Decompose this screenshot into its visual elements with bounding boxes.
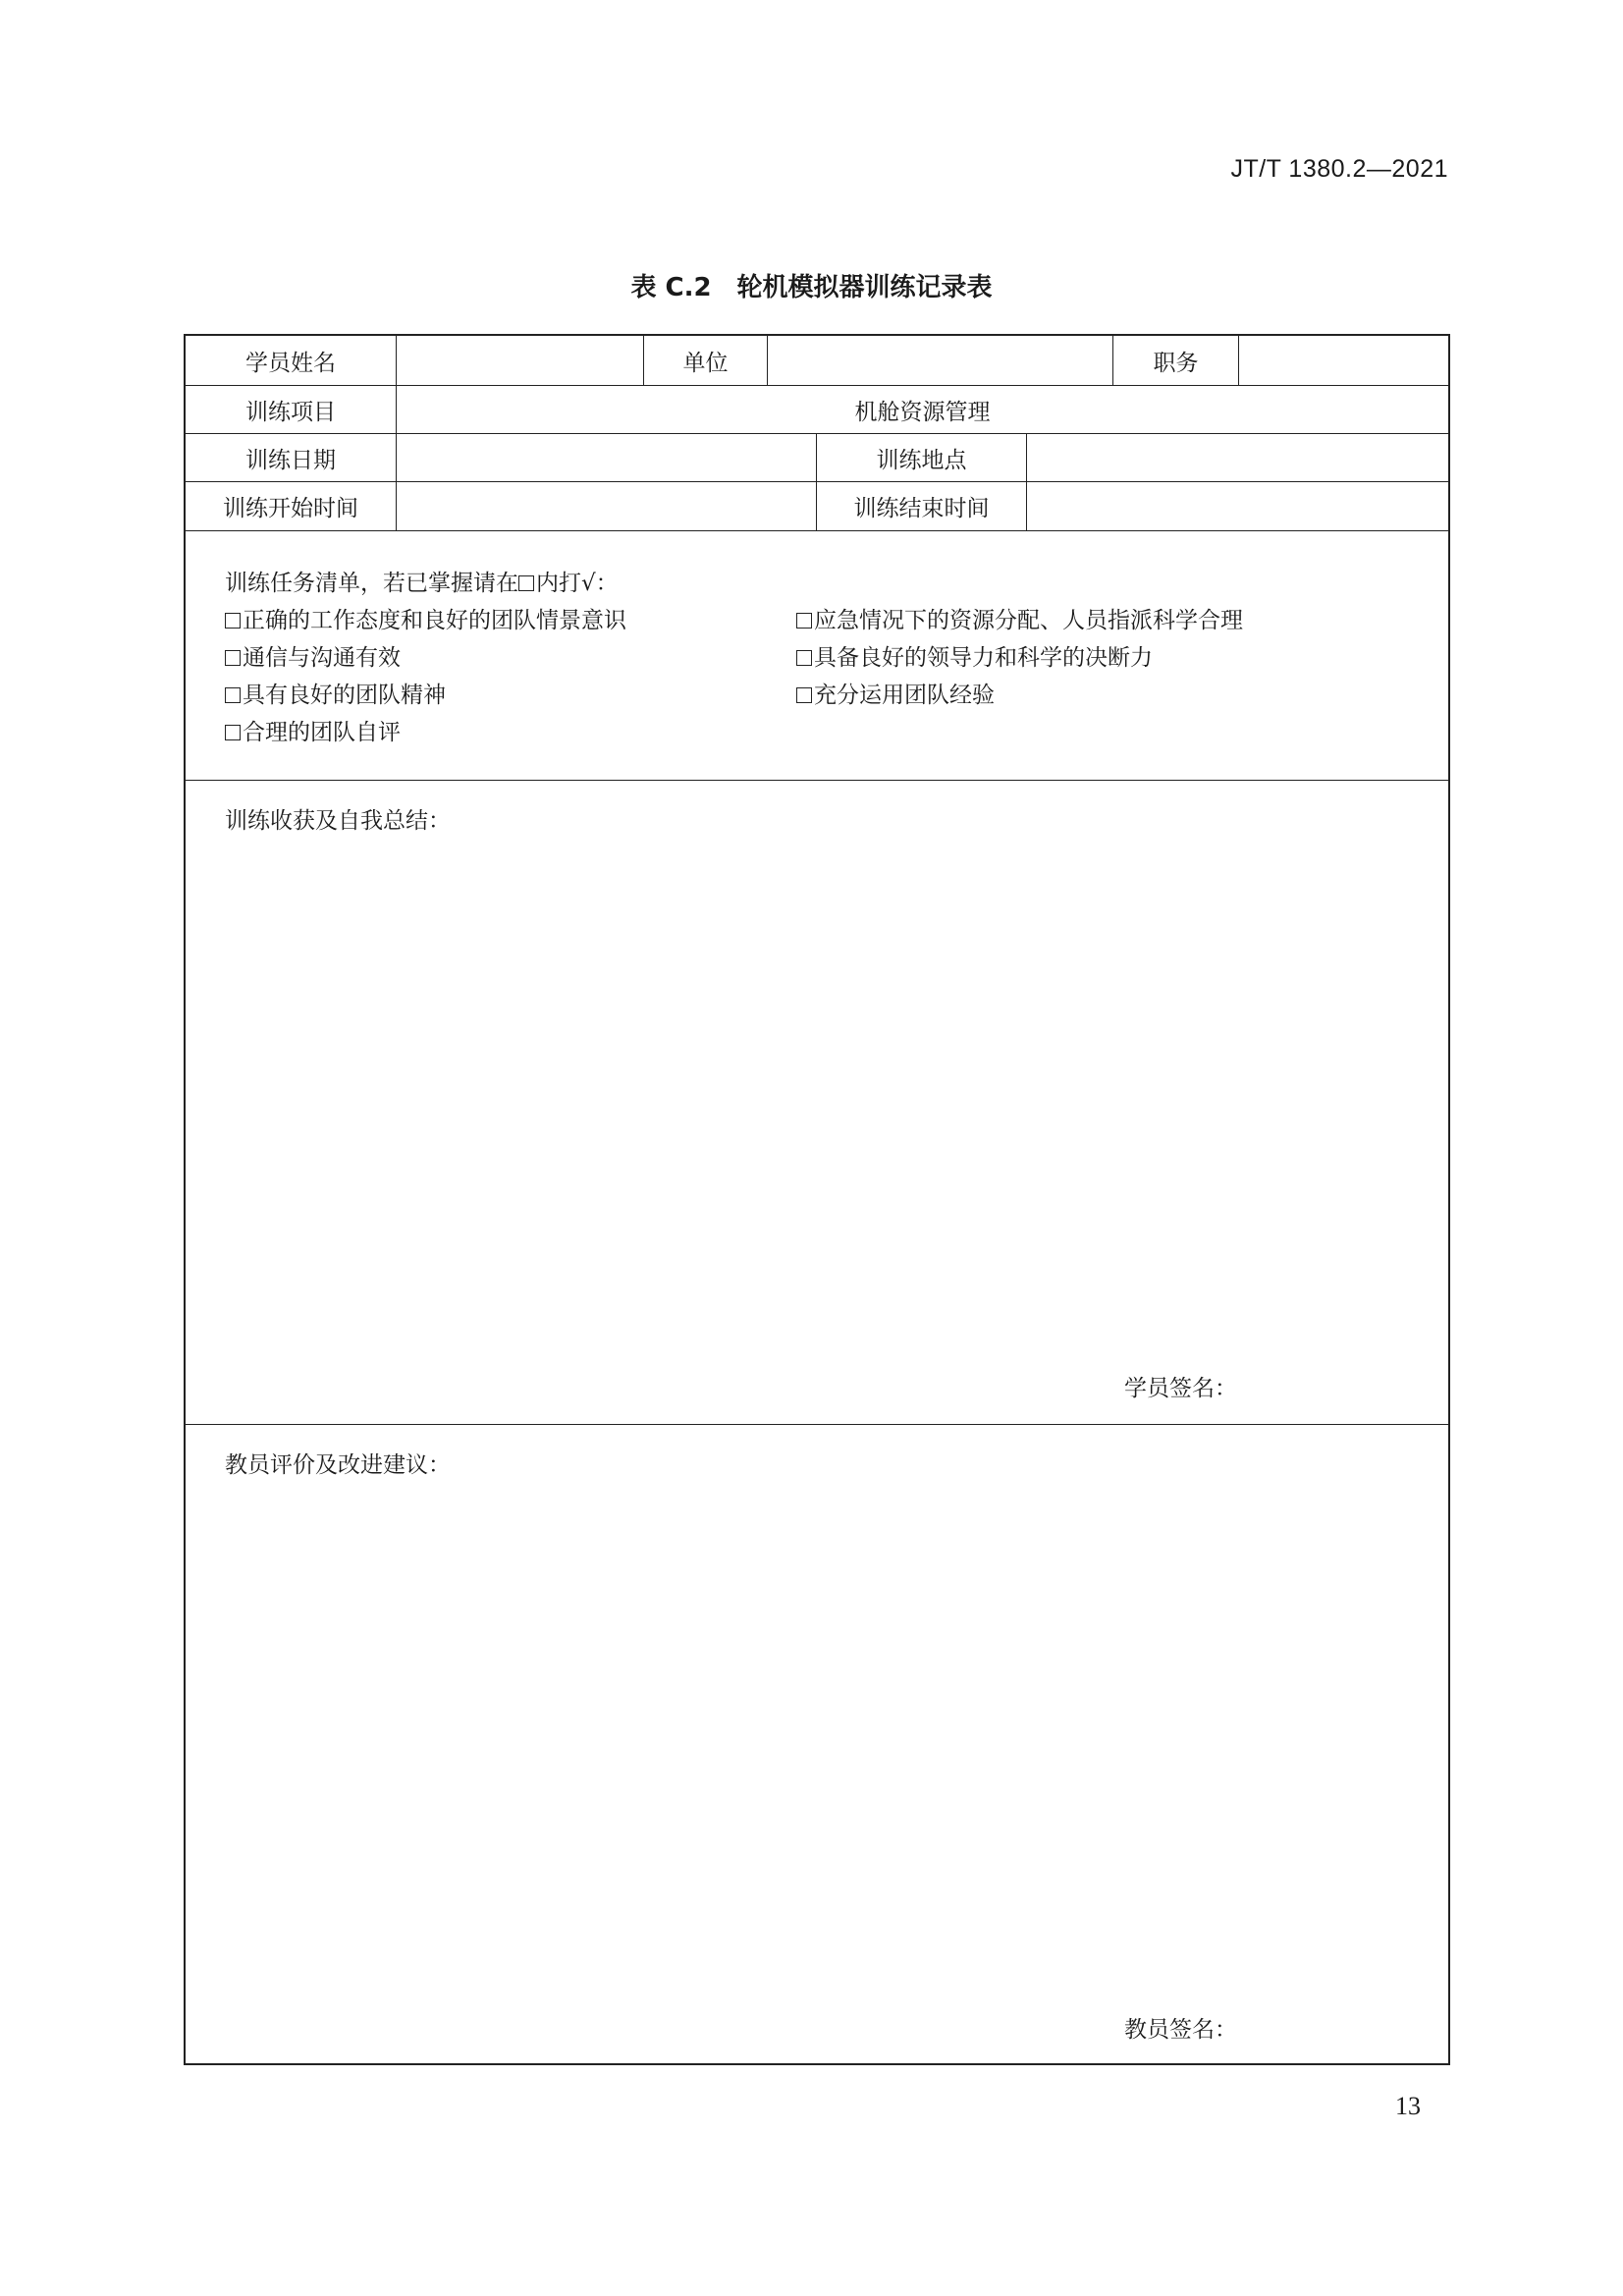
checkbox-icon[interactable] bbox=[225, 687, 241, 703]
checkbox-icon bbox=[518, 575, 534, 591]
form-row-basic-info bbox=[186, 336, 1448, 386]
form-row-times bbox=[186, 482, 1448, 531]
task-checklist-heading bbox=[225, 565, 619, 597]
self-summary-section[interactable] bbox=[186, 781, 1448, 1425]
task-item-label: 通信与沟通有效 bbox=[243, 645, 401, 671]
checkbox-icon[interactable] bbox=[225, 650, 241, 666]
table-title: 表 C.2 轮机模拟器训练记录表 bbox=[630, 273, 993, 302]
student-name-label: 学员姓名 bbox=[186, 336, 397, 385]
task-heading-text: 训练任务清单，若已掌握请在 bbox=[225, 571, 518, 596]
checkbox-icon[interactable] bbox=[225, 613, 241, 629]
instructor-signature-label: 教员签名： bbox=[1124, 2017, 1237, 2043]
task-item[interactable] bbox=[225, 714, 401, 746]
task-item[interactable] bbox=[225, 677, 446, 709]
task-item[interactable] bbox=[796, 639, 1153, 672]
form-row-date-location bbox=[186, 434, 1448, 482]
task-item-label: 应急情况下的资源分配、人员指派科学合理 bbox=[814, 608, 1243, 633]
instructor-evaluation-label: 教员评价及改进建议： bbox=[225, 1452, 451, 1478]
page-number: 13 bbox=[1395, 2092, 1421, 2120]
instructor-evaluation-section[interactable] bbox=[186, 1425, 1448, 2065]
checkbox-icon[interactable] bbox=[796, 687, 812, 703]
self-summary-label: 训练收获及自我总结： bbox=[225, 808, 451, 834]
checkbox-icon[interactable] bbox=[796, 613, 812, 629]
task-heading-suffix: 内打√： bbox=[536, 571, 619, 596]
task-item[interactable] bbox=[225, 602, 626, 634]
task-checklist-section bbox=[186, 531, 1448, 781]
standard-code: JT/T 1380.2—2021 bbox=[1230, 155, 1448, 183]
task-item[interactable] bbox=[225, 639, 401, 672]
student-name-field[interactable] bbox=[397, 336, 644, 385]
unit-label: 单位 bbox=[644, 336, 768, 385]
training-date-field[interactable] bbox=[397, 434, 817, 481]
task-item-label: 具有良好的团队精神 bbox=[243, 683, 446, 708]
checkbox-icon[interactable] bbox=[225, 725, 241, 740]
training-item-label: 训练项目 bbox=[186, 386, 397, 433]
training-location-field[interactable] bbox=[1027, 434, 1448, 481]
position-field[interactable] bbox=[1239, 336, 1448, 385]
start-time-field[interactable] bbox=[397, 482, 817, 530]
form-row-training-item bbox=[186, 386, 1448, 434]
task-item-label: 具备良好的领导力和科学的决断力 bbox=[814, 645, 1153, 671]
unit-field[interactable] bbox=[768, 336, 1113, 385]
student-signature-label: 学员签名： bbox=[1124, 1376, 1237, 1401]
task-item[interactable] bbox=[796, 602, 1243, 634]
task-item-label: 正确的工作态度和良好的团队情景意识 bbox=[243, 608, 626, 633]
task-item-label: 充分运用团队经验 bbox=[814, 683, 995, 708]
task-item[interactable] bbox=[796, 677, 995, 709]
start-time-label: 训练开始时间 bbox=[186, 482, 397, 530]
training-item-value: 机舱资源管理 bbox=[854, 399, 991, 425]
checkbox-icon[interactable] bbox=[796, 650, 812, 666]
training-date-label: 训练日期 bbox=[186, 434, 397, 481]
training-record-form bbox=[184, 334, 1450, 2065]
end-time-label: 训练结束时间 bbox=[817, 482, 1027, 530]
training-location-label: 训练地点 bbox=[817, 434, 1027, 481]
position-label: 职务 bbox=[1113, 336, 1239, 385]
end-time-field[interactable] bbox=[1027, 482, 1448, 530]
task-item-label: 合理的团队自评 bbox=[243, 720, 401, 745]
